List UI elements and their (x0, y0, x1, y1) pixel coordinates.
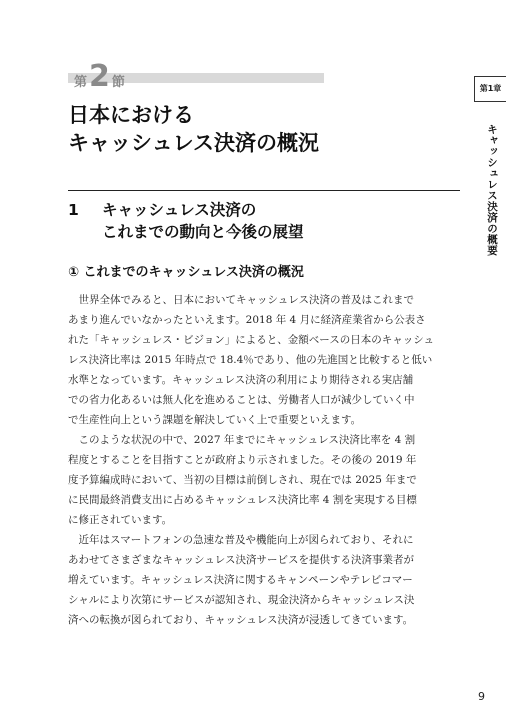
body-line: での省力化あるいは無人化を進めることは、労働者人口が減少していく中 (68, 394, 415, 406)
body-text (68, 290, 460, 630)
body-line: で生産性向上という課題を解決していく上で重要といえます。 (68, 414, 362, 426)
body-line: に民間最終消費支出に占めるキャッシュレス決済比率 4 割を実現する目標 (68, 494, 417, 506)
body-line: 済への転換が図られており、キャッシュレス決済が浸透してきています。 (68, 614, 414, 626)
heading-number: 1 (68, 201, 79, 219)
page-number: 9 (478, 690, 485, 703)
body-line: レス決済比率は 2015 年時点で 18.4％であり、他の先進国と比較すると低い (68, 354, 433, 366)
body-line: 程度とすることを目指すことが政府より示されました。その後の 2019 年 (68, 454, 417, 466)
heading-line: これまでの動向と今後の展望 (102, 223, 304, 241)
title-line: キャッシュレス決済の概況 (68, 131, 319, 155)
body-line: あまり進んでいなかったといえます。2018 年 4 月に経済産業省から公表さ (68, 314, 426, 326)
section-prefix: 第 (74, 75, 88, 90)
section-number: 2 (89, 59, 110, 94)
body-line: 水準となっています。キャッシュレス決済の利用により期待される実店舗 (68, 374, 414, 386)
heading-line: キャッシュレス決済の (102, 201, 257, 219)
body-line: 増えています。キャッシュレス決済に関するキャンペーンやテレビコマー (68, 574, 413, 586)
subheading: ① これまでのキャッシュレス決済の概況 (68, 265, 304, 280)
body-line: 近年はスマートフォンの急速な普及や機能向上が図られており、それに (68, 534, 414, 546)
divider (68, 190, 460, 191)
section-label (74, 59, 125, 94)
body-line: あわせてさまざまなキャッシュレス決済サービスを提供する決済事業者が (68, 554, 414, 566)
chapter-tab: 第1章 (474, 76, 506, 102)
page-title (68, 101, 319, 157)
body-line: 世界全体でみると、日本においてキャッシュレス決済の普及はこれまで (68, 294, 414, 306)
body-line: に修正されています。 (68, 514, 173, 526)
chapter-vertical-title: キャッシュレス決済の概要 (486, 124, 498, 256)
heading (68, 199, 304, 243)
body-line: れた「キャッシュレス・ビジョン」によると、金額ベースの日本のキャッシュ (68, 334, 435, 346)
section-suffix: 節 (111, 75, 125, 90)
title-line: 日本における (68, 103, 194, 127)
body-line: 度予算編成時において、当初の目標は前倒しされ、現在では 2025 年まで (68, 474, 417, 486)
body-line: シャルにより次第にサービスが認知され、現金決済からキャッシュレス決 (68, 594, 415, 606)
body-line: このような状況の中で、2027 年までにキャッシュレス決済比率を 4 割 (68, 434, 416, 446)
